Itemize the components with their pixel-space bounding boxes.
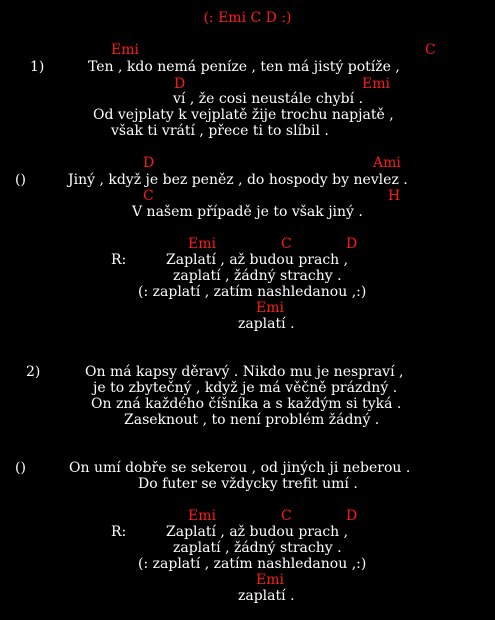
lyric-line: Do futer se vždycky trefit umí . <box>138 476 358 492</box>
chorus-marker: R: <box>111 524 127 540</box>
chord: D <box>143 155 155 171</box>
lyric-line: je to zbytečný , když je má věčně prázdný . <box>93 380 398 396</box>
chord: Ami <box>373 155 401 171</box>
chord: Emi <box>111 42 139 58</box>
lyric-line: Zaplatí , až budou prach , <box>166 252 349 268</box>
lyric-line: On umí dobře se sekerou , od jiných ji neberou . <box>69 460 411 476</box>
lyric-line: (: zaplatí , zatím nashledanou ,:) <box>138 284 367 300</box>
chord: Emi <box>256 300 284 316</box>
lyric-line: On zná každého číšníka a s každým si tyká . <box>91 396 402 412</box>
section-marker: () <box>15 172 26 188</box>
chord: Emi <box>362 76 390 92</box>
chord: D <box>174 76 186 92</box>
lyric-line: Zaseknout , to není problém žádný . <box>124 412 380 428</box>
verse-number: 1) <box>30 59 45 75</box>
chord: Emi <box>256 572 284 588</box>
chord: Emi <box>188 236 216 252</box>
chord: C <box>281 236 292 252</box>
lyric-line: Zaplatí , až budou prach , <box>166 524 349 540</box>
lyric-line: však ti vrátí , přece ti to slíbil . <box>111 123 329 139</box>
lyric-line: V našem případě je to však jiný . <box>132 204 363 220</box>
lyric-line: zaplatí , žádný strachy . <box>173 268 342 284</box>
lyric-line: On má kapsy děravý . Nikdo mu je nespraví , <box>85 364 404 380</box>
lyric-line: zaplatí , žádný strachy . <box>173 540 342 556</box>
lyric-line: ví , že cosi neustále chybí . <box>173 91 364 107</box>
chord: H <box>388 188 401 204</box>
verse-number: 2) <box>26 364 41 380</box>
section-marker: () <box>15 460 26 476</box>
chord: Emi <box>188 508 216 524</box>
lyric-line: Ten , kdo nemá peníze , ten má jistý potíže , <box>88 59 400 75</box>
lyric-line: zaplatí . <box>238 588 295 604</box>
chord: D <box>346 236 358 252</box>
intro-chords: (: Emi C D :) <box>203 10 292 26</box>
chord: C <box>425 42 436 58</box>
chord: C <box>143 188 154 204</box>
lyric-line: zaplatí . <box>238 316 295 332</box>
chord: D <box>346 508 358 524</box>
lyric-line: Jiný , když je bez peněz , do hospody by nevlez . <box>68 172 408 188</box>
chorus-marker: R: <box>111 252 127 268</box>
chord: C <box>281 508 292 524</box>
lyric-line: (: zaplatí , zatím nashledanou ,:) <box>138 556 367 572</box>
lyric-line: Od vejplaty k vejplatě žije trochu napjatě , <box>93 107 394 123</box>
